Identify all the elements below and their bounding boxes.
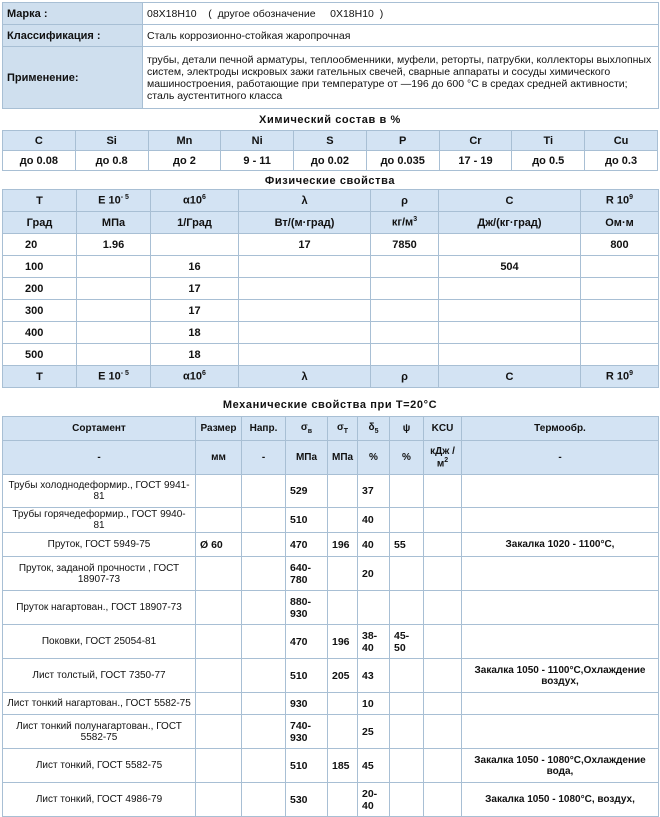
- mech-cell-d5: 37: [358, 475, 390, 508]
- mech-head-sigma-b: $\sigma_в$: [286, 417, 328, 441]
- mech-cell-psi: 45-50: [390, 625, 424, 659]
- phys-cell-a: 17: [151, 278, 239, 300]
- phys-sym-alpha: $\alpha 10^6$: [151, 190, 239, 212]
- chem-header-cell: Cr: [439, 131, 512, 151]
- mech-data-row: [3, 508, 659, 533]
- mech-cell-sort: Поковки, ГОСТ 25054-81: [3, 625, 196, 659]
- mech-cell-psi: [390, 591, 424, 625]
- phys-data-row: [3, 322, 659, 344]
- marka-value: 08Х18Н10 ( другое обозначение 0Х18Н10 ): [143, 3, 659, 25]
- mech-cell-d5: 43: [358, 659, 390, 693]
- phys-cell-lam: [239, 278, 371, 300]
- mech-cell-psi: [390, 749, 424, 783]
- classification-label: Классификация :: [3, 25, 143, 47]
- mech-cell-sv: 470: [286, 533, 328, 557]
- mech-cell-d5: 10: [358, 693, 390, 715]
- mech-cell-sv: 529: [286, 475, 328, 508]
- mech-cell-kcu: [424, 591, 462, 625]
- chem-header-cell: P: [366, 131, 439, 151]
- phys-foot-e: E $10^{- 5}$: [77, 366, 151, 388]
- phys-symbol-footer-row: [3, 366, 659, 388]
- mech-cell-psi: [390, 659, 424, 693]
- mech-head-psi: ψ: [390, 417, 424, 441]
- phys-cell-c: [439, 344, 581, 366]
- phys-unit-row: [3, 212, 659, 234]
- physical-properties-table: [2, 189, 659, 388]
- mech-cell-sort: Лист тонкий полунагартован., ГОСТ 5582-75: [3, 715, 196, 749]
- mech-cell-sort: Пруток нагартован., ГОСТ 18907-73: [3, 591, 196, 625]
- phys-sym-c: C: [439, 190, 581, 212]
- chem-value-cell: до 0.5: [512, 151, 585, 171]
- phys-cell-lam: 17: [239, 234, 371, 256]
- phys-cell-a: 18: [151, 322, 239, 344]
- mech-cell-napr: [242, 693, 286, 715]
- chemical-composition-table: [2, 130, 658, 171]
- phys-cell-rho: [371, 322, 439, 344]
- phys-cell-c: 504: [439, 256, 581, 278]
- mech-cell-napr: [242, 557, 286, 591]
- mech-cell-psi: [390, 475, 424, 508]
- mech-cell-napr: [242, 625, 286, 659]
- phys-foot-alpha: $\alpha 10^6$: [151, 366, 239, 388]
- mech-cell-term: Закалка 1020 - 1100°С,: [462, 533, 659, 557]
- mech-data-row: [3, 475, 659, 508]
- phys-unit-lambda: Вт/(м·град): [239, 212, 371, 234]
- phys-cell-a: [151, 234, 239, 256]
- mech-cell-kcu: [424, 475, 462, 508]
- mech-cell-sort: Лист толстый, ГОСТ 7350-77: [3, 659, 196, 693]
- mech-cell-size: [196, 715, 242, 749]
- chem-value-cell: до 0.8: [75, 151, 148, 171]
- phys-cell-a: 18: [151, 344, 239, 366]
- mech-data-row: [3, 659, 659, 693]
- mech-cell-kcu: [424, 659, 462, 693]
- mech-cell-d5: 45: [358, 749, 390, 783]
- phys-unit-c: Дж/(кг·град): [439, 212, 581, 234]
- mech-cell-sort: Трубы холоднодеформир., ГОСТ 9941-81: [3, 475, 196, 508]
- phys-unit-e: МПа: [77, 212, 151, 234]
- mech-cell-sort: Лист тонкий, ГОСТ 4986-79: [3, 783, 196, 817]
- phys-cell-r: [581, 300, 659, 322]
- mech-cell-size: [196, 749, 242, 783]
- phys-cell-c: [439, 322, 581, 344]
- mech-cell-kcu: [424, 693, 462, 715]
- phys-cell-lam: [239, 300, 371, 322]
- mech-cell-size: Ø 60: [196, 533, 242, 557]
- phys-cell-r: [581, 256, 659, 278]
- phys-foot-c: C: [439, 366, 581, 388]
- mech-cell-sv: 930: [286, 693, 328, 715]
- mech-cell-kcu: [424, 533, 462, 557]
- mech-unit-kcu: кДж / $м^2$: [424, 441, 462, 475]
- phys-cell-t: 500: [3, 344, 77, 366]
- mech-cell-st: 205: [328, 659, 358, 693]
- mech-title: Механические свойства при Т=20°С: [222, 399, 438, 411]
- mech-data-row: [3, 783, 659, 817]
- chem-header-cell: S: [294, 131, 367, 151]
- mech-cell-d5: 40: [358, 533, 390, 557]
- mech-data-row: [3, 715, 659, 749]
- mech-cell-st: [328, 783, 358, 817]
- phys-cell-r: 800: [581, 234, 659, 256]
- marka-label: Марка :: [3, 3, 143, 25]
- mech-cell-st: 196: [328, 625, 358, 659]
- phys-cell-e: [77, 256, 151, 278]
- phys-cell-t: 100: [3, 256, 77, 278]
- phys-data-row: [3, 234, 659, 256]
- chem-header-cell: Si: [75, 131, 148, 151]
- phys-cell-c: [439, 278, 581, 300]
- chem-title: Химический состав в %: [259, 114, 401, 126]
- mech-cell-sort: Трубы горячедеформир., ГОСТ 9940-81: [3, 508, 196, 533]
- mech-cell-d5: 20: [358, 557, 390, 591]
- mech-cell-psi: 55: [390, 533, 424, 557]
- phys-cell-c: [439, 234, 581, 256]
- mech-cell-psi: [390, 715, 424, 749]
- mech-cell-sv: 510: [286, 659, 328, 693]
- phys-sym-e: E $10^{- 5}$: [77, 190, 151, 212]
- mech-cell-size: [196, 693, 242, 715]
- mech-unit-row: [3, 441, 659, 475]
- phys-sym-r: R $10^9$: [581, 190, 659, 212]
- phys-cell-lam: [239, 322, 371, 344]
- chem-value-cell: до 0.02: [294, 151, 367, 171]
- mech-data-row: [3, 625, 659, 659]
- mech-cell-st: [328, 557, 358, 591]
- mech-cell-d5: 25: [358, 715, 390, 749]
- mech-cell-st: [328, 508, 358, 533]
- mech-unit-size: мм: [196, 441, 242, 475]
- mech-cell-term: [462, 625, 659, 659]
- chem-value-cell: до 0.08: [3, 151, 76, 171]
- mech-cell-psi: [390, 783, 424, 817]
- mech-cell-sort: Лист тонкий нагартован., ГОСТ 5582-75: [3, 693, 196, 715]
- chem-header-cell: C: [3, 131, 76, 151]
- mech-cell-psi: [390, 557, 424, 591]
- mech-cell-term: [462, 715, 659, 749]
- mech-head-term: Термообр.: [462, 417, 659, 441]
- mech-cell-sv: 510: [286, 508, 328, 533]
- phys-cell-lam: [239, 256, 371, 278]
- mech-cell-st: [328, 715, 358, 749]
- mech-unit-napr: -: [242, 441, 286, 475]
- mech-data-row: [3, 533, 659, 557]
- chem-value-row: [3, 151, 658, 171]
- mech-cell-term: [462, 557, 659, 591]
- mech-cell-sv: 510: [286, 749, 328, 783]
- application-row: [3, 47, 659, 109]
- mech-cell-sv: 470: [286, 625, 328, 659]
- phys-foot-r: R $10^9$: [581, 366, 659, 388]
- mech-cell-sv: 640-780: [286, 557, 328, 591]
- phys-sym-lambda: λ: [239, 190, 371, 212]
- classification-value: Сталь коррозионно-стойкая жаропрочная: [143, 25, 659, 47]
- mech-cell-napr: [242, 533, 286, 557]
- phys-cell-rho: [371, 256, 439, 278]
- chem-header-cell: Ni: [221, 131, 294, 151]
- chem-value-cell: до 0.035: [366, 151, 439, 171]
- mech-cell-sort: Лист тонкий, ГОСТ 5582-75: [3, 749, 196, 783]
- mech-cell-sort: Пруток, ГОСТ 5949-75: [3, 533, 196, 557]
- mech-cell-term: Закалка 1050 - 1080°С, воздух,: [462, 783, 659, 817]
- phys-cell-e: [77, 300, 151, 322]
- phys-data-row: [3, 344, 659, 366]
- mech-cell-napr: [242, 749, 286, 783]
- application-label: Применение:: [3, 47, 143, 109]
- mech-cell-sv: 740-930: [286, 715, 328, 749]
- mech-cell-kcu: [424, 557, 462, 591]
- mech-cell-d5: 38-40: [358, 625, 390, 659]
- mech-head-sort: Сортамент: [3, 417, 196, 441]
- mech-cell-napr: [242, 715, 286, 749]
- marka-row: [3, 3, 659, 25]
- mech-cell-term: [462, 475, 659, 508]
- mech-data-row: [3, 693, 659, 715]
- mech-cell-d5: 20-40: [358, 783, 390, 817]
- mech-cell-term: Закалка 1050 - 1080°С,Охлаждение вода,: [462, 749, 659, 783]
- phys-cell-r: [581, 322, 659, 344]
- mech-data-row: [3, 591, 659, 625]
- chem-value-cell: 17 - 19: [439, 151, 512, 171]
- phys-data-row: [3, 300, 659, 322]
- mech-head-size: Размер: [196, 417, 242, 441]
- phys-cell-c: [439, 300, 581, 322]
- mech-cell-term: [462, 591, 659, 625]
- phys-unit-r: Ом·м: [581, 212, 659, 234]
- mech-head-delta5: $\delta_5$: [358, 417, 390, 441]
- mech-cell-kcu: [424, 783, 462, 817]
- mech-cell-kcu: [424, 508, 462, 533]
- phys-cell-e: [77, 344, 151, 366]
- mech-unit-sigma-b: МПа: [286, 441, 328, 475]
- phys-cell-lam: [239, 344, 371, 366]
- mech-header-row: [3, 417, 659, 441]
- phys-cell-t: 200: [3, 278, 77, 300]
- phys-cell-e: [77, 322, 151, 344]
- mech-cell-size: [196, 591, 242, 625]
- steel-info-table: [2, 2, 659, 109]
- phys-cell-t: 300: [3, 300, 77, 322]
- mech-cell-sv: 880-930: [286, 591, 328, 625]
- phys-cell-e: [77, 278, 151, 300]
- phys-title: Физические свойства: [264, 175, 396, 187]
- mech-cell-size: [196, 659, 242, 693]
- phys-cell-r: [581, 278, 659, 300]
- phys-unit-alpha: 1/Град: [151, 212, 239, 234]
- phys-cell-rho: [371, 278, 439, 300]
- chem-header-cell: Mn: [148, 131, 221, 151]
- mech-cell-napr: [242, 591, 286, 625]
- phys-sym-t: T: [3, 190, 77, 212]
- phys-foot-rho: ρ: [371, 366, 439, 388]
- mech-unit-term: -: [462, 441, 659, 475]
- mech-unit-delta5: %: [358, 441, 390, 475]
- phys-unit-t: Град: [3, 212, 77, 234]
- classification-row: [3, 25, 659, 47]
- mech-cell-size: [196, 783, 242, 817]
- phys-unit-rho: $кг/м^3$: [371, 212, 439, 234]
- chem-header-cell: Cu: [585, 131, 658, 151]
- chem-header-cell: Ti: [512, 131, 585, 151]
- mech-cell-term: [462, 693, 659, 715]
- mech-cell-st: 196: [328, 533, 358, 557]
- mech-unit-sigma-t: МПа: [328, 441, 358, 475]
- chem-header-row: [3, 131, 658, 151]
- phys-foot-t: T: [3, 366, 77, 388]
- phys-cell-t: 400: [3, 322, 77, 344]
- chem-value-cell: 9 - 11: [221, 151, 294, 171]
- mech-cell-term: [462, 508, 659, 533]
- chem-value-cell: до 2: [148, 151, 221, 171]
- phys-cell-a: 16: [151, 256, 239, 278]
- phys-cell-e: 1.96: [77, 234, 151, 256]
- phys-data-row: [3, 278, 659, 300]
- mech-head-sigma-t: $\sigma_T$: [328, 417, 358, 441]
- phys-sym-rho: ρ: [371, 190, 439, 212]
- phys-cell-rho: [371, 344, 439, 366]
- mech-cell-sv: 530: [286, 783, 328, 817]
- mech-data-row: [3, 749, 659, 783]
- mech-cell-st: 185: [328, 749, 358, 783]
- application-value: трубы, детали печной арматуры, теплообменники, муфели, реторты, патрубки, коллекторы выхлопных систем, электроды искровых зажи гательных свечей, сварные аппараты и сосуды химического машиностроения, работающие при температуре от —196 до 600 °С в средах средней активности; сталь аустентитного класса: [143, 47, 659, 109]
- mech-head-napr: Напр.: [242, 417, 286, 441]
- mech-cell-sort: Пруток, заданой прочности , ГОСТ 18907-73: [3, 557, 196, 591]
- phys-cell-rho: [371, 300, 439, 322]
- phys-cell-t: 20: [3, 234, 77, 256]
- mech-unit-sort: -: [3, 441, 196, 475]
- phys-cell-r: [581, 344, 659, 366]
- phys-symbol-row: [3, 190, 659, 212]
- mech-cell-psi: [390, 693, 424, 715]
- mech-cell-kcu: [424, 749, 462, 783]
- mech-unit-psi: %: [390, 441, 424, 475]
- mechanical-properties-table: [2, 416, 659, 817]
- mech-cell-kcu: [424, 715, 462, 749]
- phys-cell-a: 17: [151, 300, 239, 322]
- phys-foot-lambda: λ: [239, 366, 371, 388]
- mech-cell-st: [328, 591, 358, 625]
- mech-cell-st: [328, 475, 358, 508]
- mech-cell-d5: 40: [358, 508, 390, 533]
- mech-cell-st: [328, 693, 358, 715]
- chem-value-cell: до 0.3: [585, 151, 658, 171]
- mech-cell-size: [196, 508, 242, 533]
- mech-cell-psi: [390, 508, 424, 533]
- mech-cell-size: [196, 475, 242, 508]
- mech-cell-napr: [242, 508, 286, 533]
- mech-cell-kcu: [424, 625, 462, 659]
- mech-cell-term: Закалка 1050 - 1100°С,Охлаждение воздух,: [462, 659, 659, 693]
- phys-cell-rho: 7850: [371, 234, 439, 256]
- mech-cell-size: [196, 557, 242, 591]
- mech-cell-napr: [242, 659, 286, 693]
- phys-data-row: [3, 256, 659, 278]
- mech-data-row: [3, 557, 659, 591]
- mech-cell-napr: [242, 783, 286, 817]
- mech-cell-d5: [358, 591, 390, 625]
- mech-head-kcu: KCU: [424, 417, 462, 441]
- mech-cell-napr: [242, 475, 286, 508]
- mech-cell-size: [196, 625, 242, 659]
